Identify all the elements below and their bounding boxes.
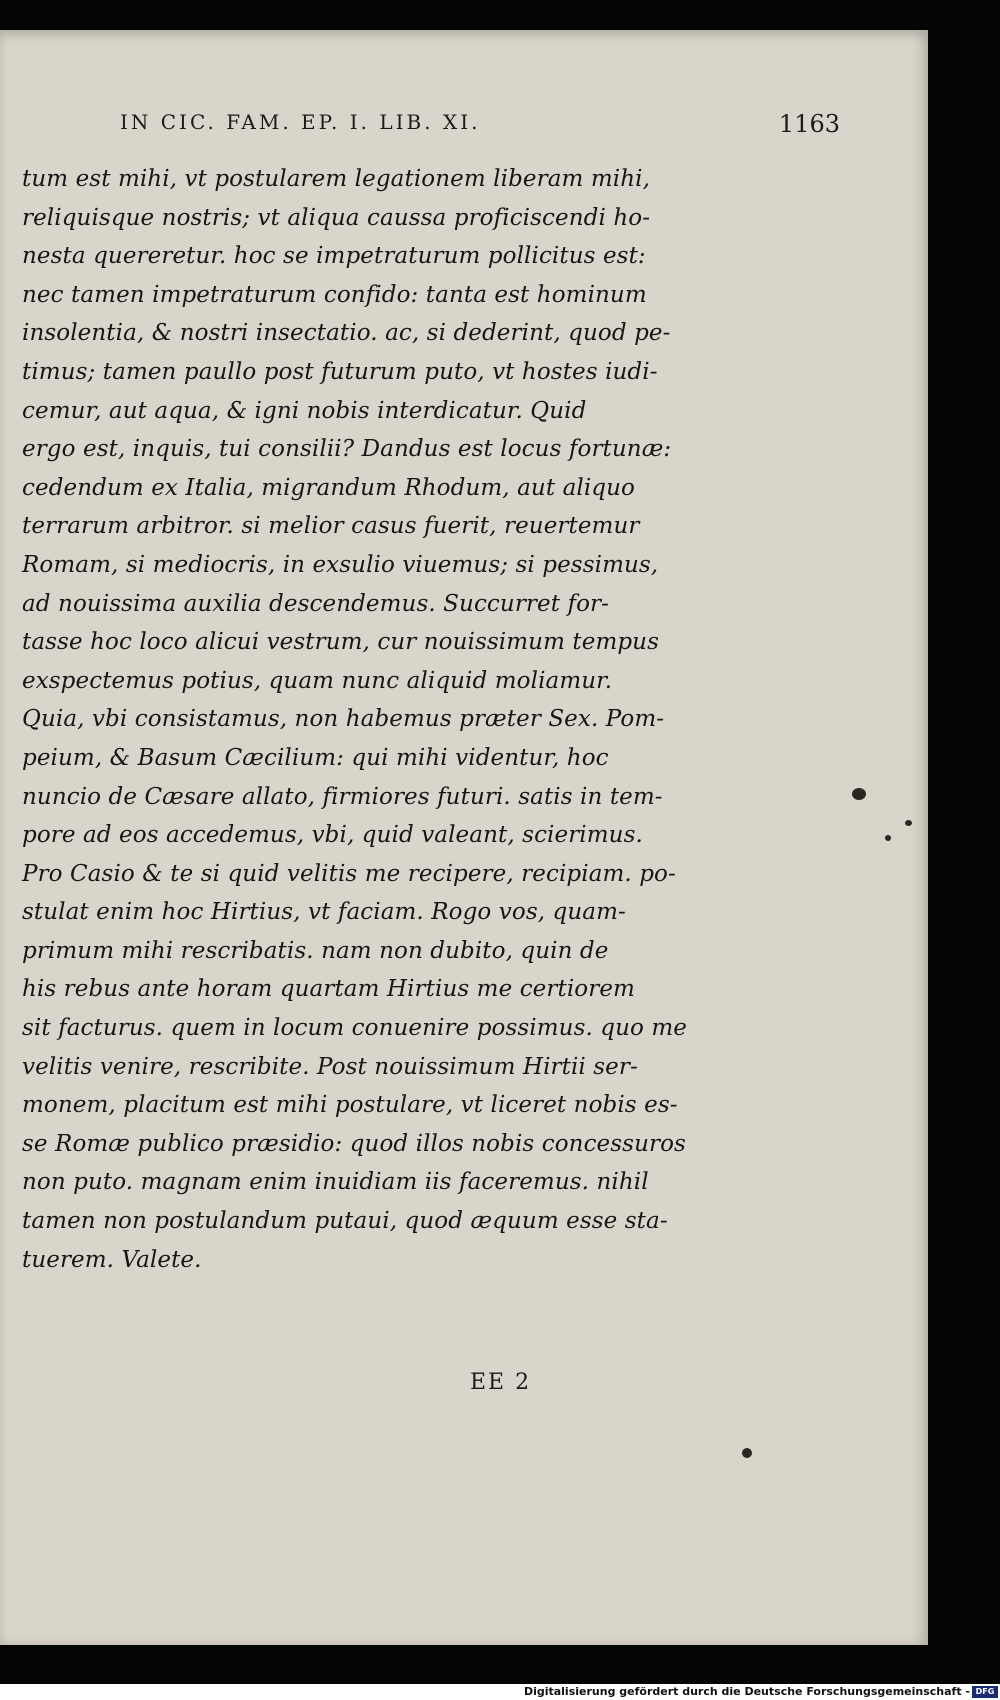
- text-line: tuerem. Valete.: [22, 1246, 202, 1273]
- text-line: insolentia, & nostri insectatio. ac, si dederint, quod pe-: [22, 320, 671, 347]
- text-line: exspectemus potius, quam nunc aliquid moliamur.: [22, 667, 613, 694]
- text-line: peium, & Basum Cæcilium: qui mihi videntur, hoc: [22, 744, 609, 771]
- text-line: primum mihi rescribatis. nam non dubito, quin de: [22, 937, 609, 964]
- text-line: cemur, aut aqua, & igni nobis interdicatur. Quid: [22, 397, 587, 424]
- text-line: nesta quereretur. hoc se impetraturum pollicitus est:: [22, 243, 646, 270]
- text-line: Romam, si mediocris, in exsulio viuemus; si pessimus,: [22, 551, 659, 578]
- text-line: tamen non postulandum putaui, quod æquum esse sta-: [22, 1208, 668, 1235]
- text-line: reliquisque nostris; vt aliqua caussa proficiscendi ho-: [22, 204, 651, 231]
- text-line: his rebus ante horam quartam Hirtius me certiorem: [22, 976, 635, 1003]
- text-line: timus; tamen paullo post futurum puto, vt hostes iudi-: [22, 358, 658, 385]
- text-line: se Romæ publico præsidio: quod illos nobis concessuros: [22, 1130, 686, 1157]
- ink-stain: [885, 835, 891, 841]
- text-line: sit facturus. quem in locum conuenire possimus. quo me: [22, 1015, 688, 1042]
- text-line: ergo est, inquis, tui consilii? Dandus est locus fortunæ:: [22, 436, 672, 463]
- footer-bar: [0, 1684, 1000, 1700]
- text-line: velitis venire, rescribite. Post nouissimum Hirtii ser-: [22, 1053, 638, 1080]
- ink-stain: [852, 788, 866, 800]
- text-line: Pro Casio & te si quid velitis me recipere, recipiam. po-: [22, 860, 676, 887]
- body-text: [22, 160, 722, 1279]
- signature-mark: EE 2: [470, 1370, 532, 1395]
- running-title: IN CIC. FAM. EP. I. LIB. XI.: [120, 110, 481, 134]
- text-line: ad nouissima auxilia descendemus. Succurret for-: [22, 590, 610, 617]
- book-page: [0, 30, 928, 1645]
- text-line: non puto. magnam enim inuidiam iis faceremus. nihil: [22, 1169, 649, 1196]
- running-head: [120, 110, 840, 150]
- text-line: nuncio de Cæsare allato, firmiores futuri. satis in tem-: [22, 783, 663, 810]
- ink-stain: [742, 1448, 752, 1458]
- text-line: monem, placitum est mihi postulare, vt liceret nobis es-: [22, 1092, 678, 1119]
- ink-stain: [905, 820, 912, 826]
- page-number: 1163: [778, 110, 840, 138]
- text-line: pore ad eos accedemus, vbi, quid valeant, scierimus.: [22, 822, 643, 849]
- text-line: tum est mihi, vt postularem legationem liberam mihi,: [22, 166, 650, 192]
- dfg-logo: DFG: [972, 1686, 998, 1698]
- text-line: stulat enim hoc Hirtius, vt faciam. Rogo vos, quam-: [22, 899, 626, 926]
- text-line: tasse hoc loco alicui vestrum, cur nouissimum tempus: [22, 629, 659, 656]
- text-line: cedendum ex Italia, migrandum Rhodum, aut aliquo: [22, 474, 635, 501]
- footer-credit: Digitalisierung gefördert durch die Deutsche Forschungsgemeinschaft -: [523, 1685, 970, 1698]
- text-line: nec tamen impetraturum confido: tanta est hominum: [22, 281, 647, 308]
- text-line: Quia, vbi consistamus, non habemus præter Sex. Pom-: [22, 706, 665, 733]
- text-line: terrarum arbitror. si melior casus fuerit, reuertemur: [22, 513, 640, 540]
